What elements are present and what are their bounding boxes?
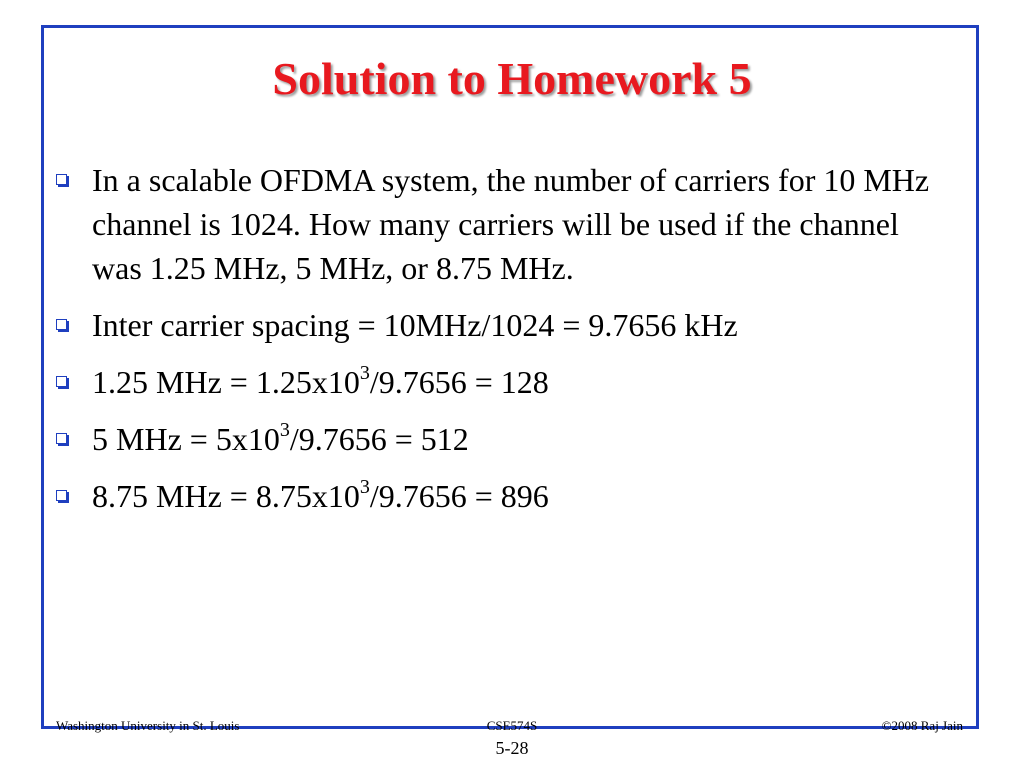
bullet-text-before: 8.75 MHz = 8.75x10 bbox=[92, 478, 360, 514]
square-bullet-icon bbox=[56, 174, 67, 185]
bullet-5-mhz bbox=[56, 417, 956, 461]
bullet-text-before: 5 MHz = 5x10 bbox=[92, 421, 280, 457]
bullet-text-before: 1.25 MHz = 1.25x10 bbox=[92, 364, 360, 400]
exponent: 3 bbox=[279, 419, 290, 442]
bullet-text-after: /9.7656 = 128 bbox=[369, 364, 549, 400]
bullet-question bbox=[56, 158, 956, 290]
square-bullet-icon bbox=[56, 319, 67, 330]
bullet-text: In a scalable OFDMA system, the number of carriers for 10 MHz channel is 1024. How many carriers will be used if the channel was 1.25 MHz, 5 MHz, or 8.75 MHz. bbox=[92, 162, 930, 286]
bullet-text: Inter carrier spacing = 10MHz/1024 = 9.7656 kHz bbox=[92, 307, 738, 343]
bullet-1-25-mhz bbox=[56, 360, 956, 404]
bullet-spacing bbox=[56, 303, 956, 347]
bullet-text-after: /9.7656 = 896 bbox=[369, 478, 549, 514]
exponent: 3 bbox=[359, 362, 370, 385]
bullet-list bbox=[56, 158, 956, 531]
page-number: 5-28 bbox=[495, 738, 529, 758]
slide-title: Solution to Homework 5 bbox=[272, 53, 752, 104]
footer-institution: Washington University in St. Louis bbox=[56, 718, 240, 733]
square-bullet-icon bbox=[56, 490, 67, 501]
square-bullet-icon bbox=[56, 433, 67, 444]
footer-course: CSE574S bbox=[486, 718, 538, 733]
bullet-text-after: /9.7656 = 512 bbox=[289, 421, 469, 457]
exponent: 3 bbox=[359, 476, 370, 499]
footer-copyright: ©2008 Raj Jain bbox=[881, 718, 963, 733]
square-bullet-icon bbox=[56, 376, 67, 387]
bullet-8-75-mhz bbox=[56, 474, 956, 518]
